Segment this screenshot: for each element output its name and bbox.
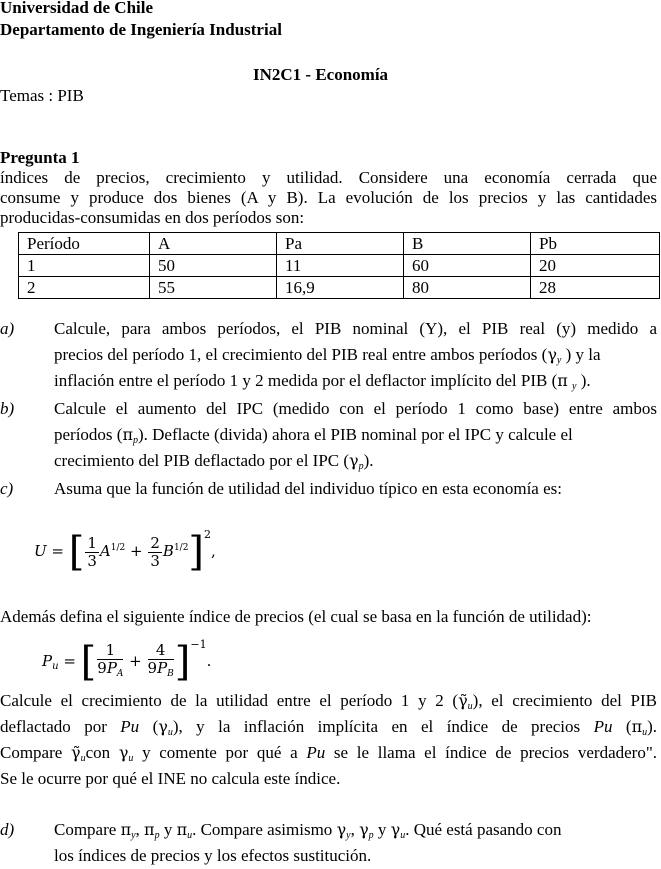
table-row xyxy=(19,255,660,277)
question-title: Pregunta 1 xyxy=(0,148,80,167)
item-c-line-1: Asuma que la función de utilidad del individuo típico en esta economía es: xyxy=(54,479,562,498)
table-cell: 11 xyxy=(277,255,404,277)
price-index-intro: Además defina el siguiente índice de precios (el cual se basa en la función de utilidad): xyxy=(0,607,592,626)
table-cell: 55 xyxy=(150,277,277,299)
table-header-cell: B xyxy=(404,233,531,255)
table-cell: 60 xyxy=(404,255,531,277)
question-intro xyxy=(0,168,657,228)
item-b-line-2: períodos $(\pi_p)$. Deflacte (divida) ahora el PIB nominal por el IPC y calcule el xyxy=(54,425,573,446)
intro-line-1: índices de precios, crecimiento y utilidad. Considere una economía cerrada que xyxy=(0,168,657,187)
table-cell: 2 xyxy=(19,277,150,299)
table-header-row xyxy=(19,233,660,255)
closing-line-1: Calcule el crecimiento de la utilidad entre el período 1 y 2 $(\gammã_u)$, el crecimiento del PIB xyxy=(0,691,658,712)
closing-line-3: Compare $\gammã_ucon$ $\gamma_u$ y comente por qué a Pu se le llama el índice de precios verdadero". xyxy=(0,743,658,764)
table-cell: 16,9 xyxy=(277,277,404,299)
item-label: c) xyxy=(0,479,14,498)
table-cell: 1 xyxy=(19,255,150,277)
price-index-formula: $P_u$ = [ $\frac{1}{9P_A}$ + $\frac{4}{9P_B}$ ]$^{-1}$. xyxy=(42,638,212,685)
utility-formula: U = [ $\frac{1}{3}$ $A^{1/2}$ + $\frac{2}{3}$ $B^{1/2}]^2$, xyxy=(34,528,216,575)
closing-line-4: Se le ocurre por qué el INE no calcula este índice. xyxy=(0,769,341,788)
item-a-line-3: inflación entre el período 1 y 2 medida por el deflactor implícito del PIB (π $_y$ ). xyxy=(54,371,591,392)
item-label: b) xyxy=(0,399,15,418)
item-d-line-2: los índices de precios y los efectos sustitución. xyxy=(54,846,372,865)
table-cell: 80 xyxy=(404,277,531,299)
department-name: Departamento de Ingeniería Industrial xyxy=(0,20,282,39)
closing-line-2: deflactado por Pu $(\gamma_u)$, y la inflación implícita en el índice de precios Pu $(\pi_u)$. xyxy=(0,717,657,738)
item-a-line-1: Calcule, para ambos períodos, el PIB nominal (Y), el PIB real (y) medido a xyxy=(54,319,657,338)
item-b-line-1: Calcule el aumento del IPC (medido con el período 1 como base) entre ambos xyxy=(54,399,657,418)
table-cell: 50 xyxy=(150,255,277,277)
item-b-line-3: crecimiento del PIB deflactado por el IPC $(\gamma_p)$. xyxy=(54,451,374,472)
item-label: a) xyxy=(0,319,15,338)
university-name: Universidad de Chile xyxy=(0,0,154,17)
course-title: IN2C1 - Economía xyxy=(253,65,389,84)
item-label: d) xyxy=(0,820,15,839)
table-row xyxy=(19,277,660,299)
item-a-line-2: precios del período 1, el crecimiento del PIB real entre ambos períodos ($\gamma_y$ ) y la xyxy=(54,345,601,366)
table-header-cell: Pb xyxy=(531,233,660,255)
item-d-line-1: Compare $\pi_y$, $\pi_p$ y $\pi_u$. Compare asimismo $\gamma_y$, $\gamma_p$ y $\gamma_u$. Qué está pasando con xyxy=(54,820,562,841)
intro-line-3: producidas-consumidas en dos períodos son: xyxy=(0,208,305,227)
intro-line-2: consume y produce dos bienes (A y B). La evolución de los precios y las cantidades xyxy=(0,188,657,207)
table-header-cell: Pa xyxy=(277,233,404,255)
table-header-cell: A xyxy=(150,233,277,255)
topics-line: Temas : PIB xyxy=(0,86,84,105)
closing-paragraph xyxy=(0,688,657,792)
table-header-cell: Período xyxy=(19,233,150,255)
table-cell: 28 xyxy=(531,277,660,299)
price-quantity-table xyxy=(18,232,660,299)
table-cell: 20 xyxy=(531,255,660,277)
